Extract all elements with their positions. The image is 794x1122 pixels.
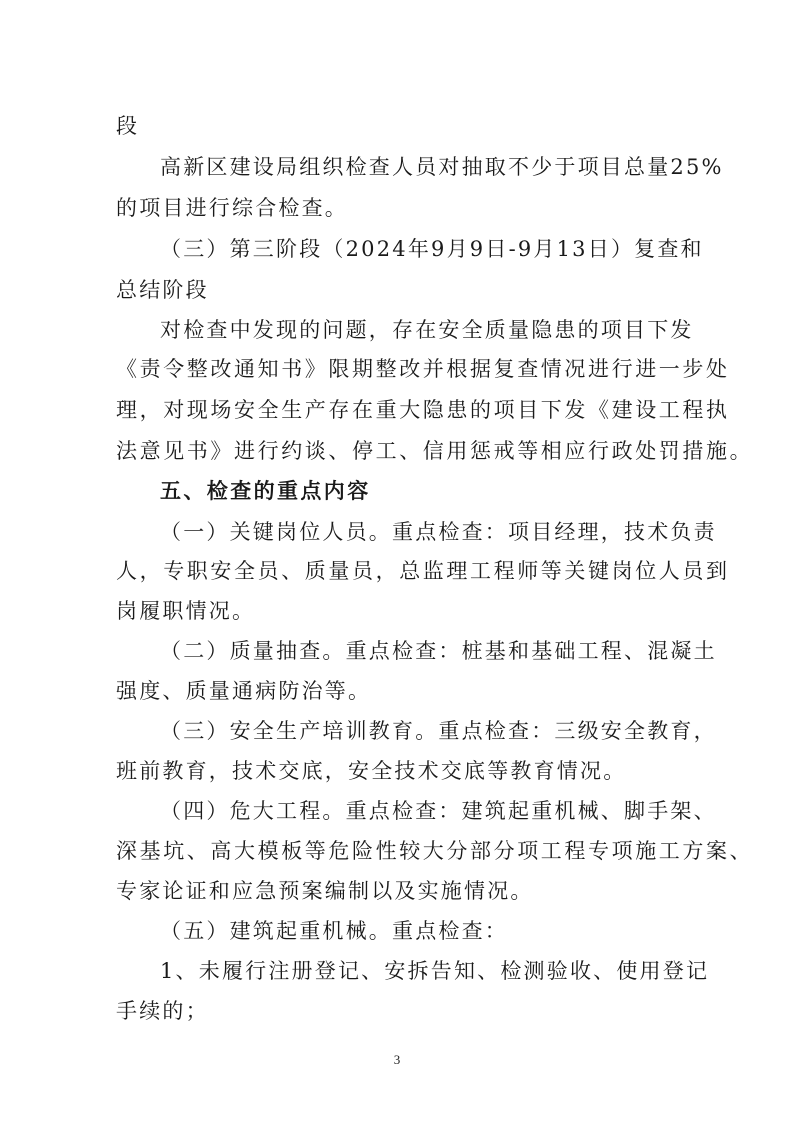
- paragraph-line: 岗履职情况。: [116, 599, 256, 623]
- page-number: 3: [393, 1052, 401, 1067]
- paragraph-line: 理，对现场安全生产存在重大隐患的项目下发《建设工程执: [116, 398, 730, 422]
- paragraph-line: （五）建筑起重机械。重点检查：: [160, 919, 508, 943]
- paragraph-line: 总结阶段: [116, 278, 209, 302]
- paragraph-line: 人，专职安全员、质量员，总监理工程师等关键岗位人员到: [116, 559, 730, 583]
- paragraph-line: （二）质量抽查。重点检查：桩基和基础工程、混凝土: [160, 639, 717, 663]
- paragraph-line: 对检查中发现的问题，存在安全质量隐患的项目下发: [160, 318, 694, 342]
- paragraph-line: 强度、质量通病防治等。: [116, 679, 372, 703]
- paragraph-line: 《责令整改通知书》限期整改并根据复查情况进行进一步处: [116, 357, 730, 381]
- paragraph-line: 手续的；: [116, 999, 209, 1023]
- paragraph-line: 班前教育，技术交底，安全技术交底等教育情况。: [116, 759, 627, 783]
- paragraph-line: 段: [116, 114, 140, 138]
- paragraph-line: 1、未履行注册登记、安拆告知、检测验收、使用登记: [160, 959, 710, 983]
- paragraph-line: 高新区建设局组织检查人员对抽取不少于项目总量25%: [160, 155, 724, 179]
- paragraph-line: （四）危大工程。重点检查：建筑起重机械、脚手架、: [160, 799, 717, 823]
- paragraph-line: （一）关键岗位人员。重点检查：项目经理，技术负责: [160, 520, 717, 544]
- paragraph-line: （三）第三阶段（2024年9月9日-9月13日）复查和: [160, 237, 704, 261]
- paragraph-line: 法意见书》进行约谈、停工、信用惩戒等相应行政处罚措施。: [116, 439, 754, 463]
- section-heading: 五、检查的重点内容: [160, 478, 371, 503]
- paragraph-line: 的项目进行综合检查。: [116, 196, 348, 220]
- paragraph-line: 专家论证和应急预案编制以及实施情况。: [116, 879, 534, 903]
- paragraph-line: （三）安全生产培训教育。重点检查：三级安全教育，: [160, 719, 717, 743]
- paragraph-line: 深基坑、高大模板等危险性较大分部分项工程专项施工方案、: [116, 839, 754, 863]
